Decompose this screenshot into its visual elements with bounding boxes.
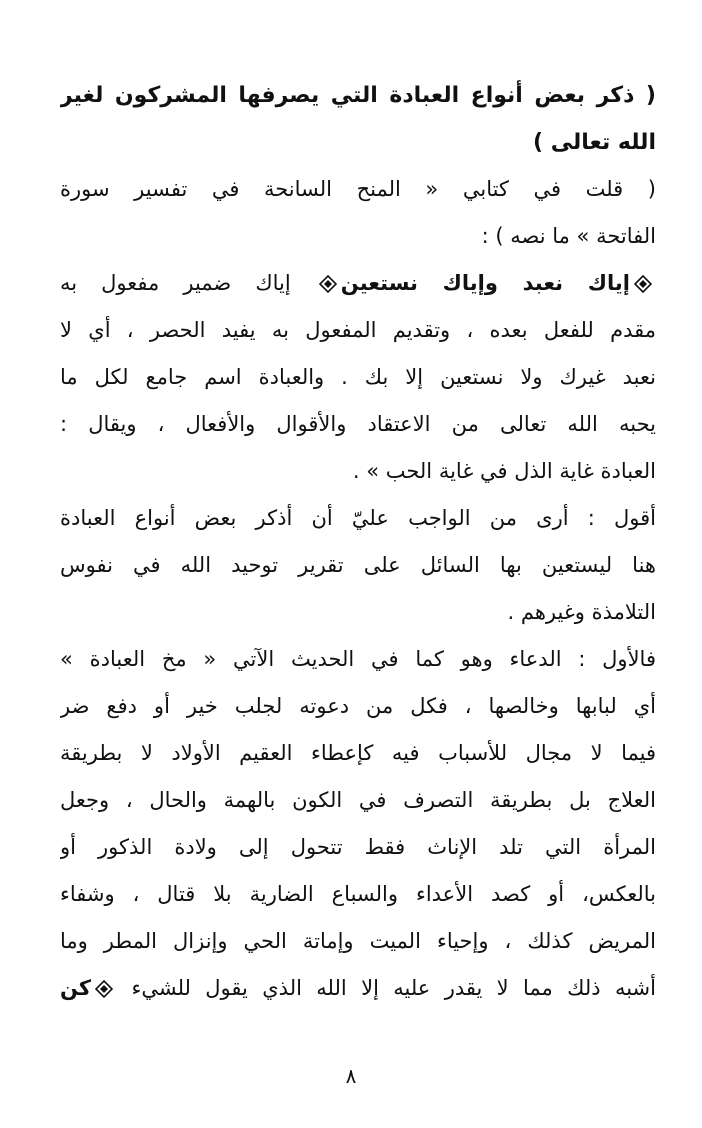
first-type-line-3: فيما لا مجال للأسباب فيه كإعطاء العقيم الأولاد لا بطريقة: [60, 741, 656, 765]
quote-intro-line-1: ( قلت في كتابي « المنح السانحة في تفسير سورة: [60, 177, 656, 201]
first-type-line-7: المريض كذلك ، وإحياء الميت وإماتة الحي وإنزال المطر وما: [60, 929, 656, 953]
definition-line-1-text: إياك ضمير مفعول به: [60, 271, 291, 295]
heading-line-1: ( ذكر بعض أنواع العبادة التي يصرفها المشركون لغير: [60, 83, 656, 108]
statement-line-3: التلامذة وغيرهم .: [507, 600, 656, 624]
first-type-line-6: بالعكس، أو كصد الأعداء والسباع الضارية بلا قتال ، وشفاء: [60, 882, 656, 906]
ornate-bracket-close-icon: [319, 275, 337, 293]
first-type-line-5: المرأة التي تلد الإناث فقط تتحول إلى ولادة الذكور أو: [60, 835, 656, 859]
quote-intro-line-2: الفاتحة » ما نصه ) :: [481, 224, 656, 248]
first-type-line-8-text: أشبه ذلك مما لا يقدر عليه إلا الله الذي يقول للشيء: [131, 976, 656, 1000]
definition-line-1: [60, 260, 656, 307]
ornate-bracket-open-icon: [95, 980, 113, 998]
definition-line-3: نعبد غيرك ولا نستعين إلا بك . والعبادة اسم جامع لكل ما: [60, 365, 656, 389]
verse-quote: إياك نعبد وإياك نستعين: [340, 271, 630, 295]
first-type-line-4: العلاج بل بطريقة التصرف في الكون بالهمة والحال ، وجعل: [60, 788, 656, 812]
first-type-line-1: فالأول : الدعاء وهو كما في الحديث الآتي « مخ العبادة »: [60, 647, 656, 671]
heading-line-2: الله تعالى ): [533, 130, 656, 155]
ornate-bracket-open-icon: [634, 275, 652, 293]
first-type-line-2: أي لبابها وخالصها ، فكل من دعوته لجلب خير أو دفع ضر: [60, 694, 656, 718]
definition-line-5: العبادة غاية الذل في غاية الحب » .: [352, 459, 656, 483]
statement-line-1: أقول : أرى من الواجب عليّ أن أذكر بعض أنواع العبادة: [60, 506, 656, 530]
definition-line-4: يحبه الله تعالى من الاعتقاد والأقوال والأفعال ، ويقال :: [60, 412, 656, 436]
page-body: [60, 72, 656, 1012]
first-type-line-8: [60, 965, 656, 1012]
statement-line-2: هنا ليستعين بها السائل على تقرير توحيد الله في نفوس: [60, 553, 656, 577]
definition-line-2: مقدم للفعل بعده ، وتقديم المفعول به يفيد الحصر ، أي لا: [60, 318, 656, 342]
verse-word: كن: [60, 976, 92, 1000]
page-number: ٨: [345, 1064, 357, 1088]
